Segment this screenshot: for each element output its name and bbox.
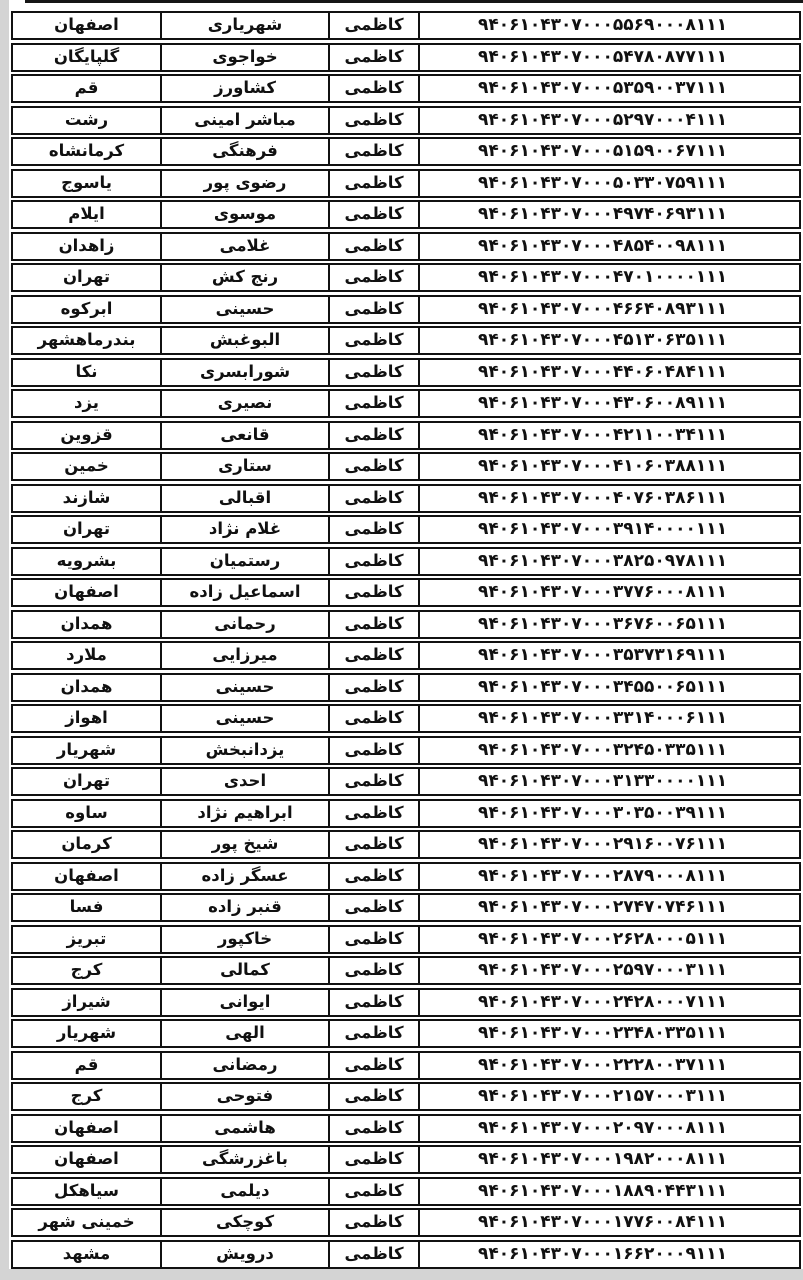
table-row bbox=[11, 421, 801, 450]
table-row bbox=[11, 1240, 801, 1269]
table-row bbox=[11, 736, 801, 765]
tracking-number-cell: ۹۴۰۶۱۰۴۳۰۷۰۰۰۳۱۳۳۰۰۰۰۱۱۱ bbox=[477, 771, 728, 791]
table-row bbox=[11, 1019, 801, 1048]
city-cell: شهریار bbox=[13, 1021, 162, 1046]
first-name-cell: کاظمی bbox=[330, 486, 420, 511]
first-name-cell: کاظمی bbox=[330, 549, 420, 574]
tracking-number-cell: ۹۴۰۶۱۰۴۳۰۷۰۰۰۳۳۱۴۰۰۰۶۱۱۱ bbox=[477, 708, 728, 728]
first-name-cell: کاظمی bbox=[330, 990, 420, 1015]
table-row bbox=[11, 515, 801, 544]
surname-cell: هاشمی bbox=[162, 1116, 330, 1141]
surname-cell: فتوحی bbox=[162, 1084, 330, 1109]
table-row bbox=[11, 1114, 801, 1143]
tracking-number-cell: ۹۴۰۶۱۰۴۳۰۷۰۰۰۴۱۰۶۰۳۸۸۱۱۱ bbox=[477, 456, 728, 476]
table-row bbox=[11, 1082, 801, 1111]
surname-cell: رضوی پور bbox=[162, 171, 330, 196]
tracking-number-cell: ۹۴۰۶۱۰۴۳۰۷۰۰۰۵۰۳۳۰۷۵۹۱۱۱ bbox=[477, 172, 728, 193]
surname-cell: اقبالی bbox=[162, 486, 330, 511]
table-row bbox=[11, 862, 801, 891]
city-cell: تهران bbox=[13, 769, 162, 794]
cutoff-row-border-line bbox=[25, 0, 803, 3]
surname-cell: کشاورز bbox=[162, 76, 330, 101]
surname-cell: حسینی bbox=[162, 706, 330, 731]
tracking-number-cell: ۹۴۰۶۱۰۴۳۰۷۰۰۰۴۵۱۳۰۶۳۵۱۱۱ bbox=[477, 330, 728, 350]
table-row bbox=[11, 767, 801, 796]
first-name-cell: کاظمی bbox=[330, 1210, 420, 1235]
table-row bbox=[11, 1208, 801, 1237]
tracking-number-cell: ۹۴۰۶۱۰۴۳۰۷۰۰۰۱۹۸۲۰۰۰۸۱۱۱ bbox=[477, 1149, 728, 1169]
city-cell: تهران bbox=[13, 517, 162, 542]
city-cell: اصفهان bbox=[13, 580, 162, 605]
first-name-cell: کاظمی bbox=[330, 171, 420, 196]
surname-cell: باغزرشگی bbox=[162, 1147, 330, 1172]
city-cell: گلپایگان bbox=[13, 45, 162, 70]
tracking-number-cell: ۹۴۰۶۱۰۴۳۰۷۰۰۰۲۸۷۹۰۰۰۸۱۱۱ bbox=[477, 865, 728, 886]
table-row bbox=[11, 389, 801, 418]
table-row bbox=[11, 673, 801, 702]
surname-cell: کمالی bbox=[162, 958, 330, 983]
surname-cell: رحمانی bbox=[162, 612, 330, 637]
table-row bbox=[11, 1145, 801, 1174]
first-name-cell: کاظمی bbox=[330, 612, 420, 637]
first-name-cell: کاظمی bbox=[330, 202, 420, 227]
tracking-number-cell: ۹۴۰۶۱۰۴۳۰۷۰۰۰۳۰۳۵۰۰۳۹۱۱۱ bbox=[477, 802, 728, 823]
tracking-number-cell: ۹۴۰۶۱۰۴۳۰۷۰۰۰۳۸۲۵۰۹۷۸۱۱۱ bbox=[477, 550, 728, 571]
first-name-cell: کاظمی bbox=[330, 328, 420, 353]
table-row bbox=[11, 11, 801, 40]
tracking-number-cell: ۹۴۰۶۱۰۴۳۰۷۰۰۰۲۱۵۷۰۰۰۳۱۱۱ bbox=[477, 1086, 728, 1106]
surname-cell: خواجوی bbox=[162, 45, 330, 70]
table-row bbox=[11, 547, 801, 576]
first-name-cell: کاظمی bbox=[330, 832, 420, 857]
city-cell: همدان bbox=[13, 675, 162, 700]
table-row bbox=[11, 106, 801, 135]
table-row bbox=[11, 295, 801, 324]
table-row bbox=[11, 43, 801, 72]
city-cell: شیراز bbox=[13, 990, 162, 1015]
table-row bbox=[11, 326, 801, 355]
city-cell: سیاهکل bbox=[13, 1179, 162, 1204]
tracking-number-cell: ۹۴۰۶۱۰۴۳۰۷۰۰۰۳۶۷۶۰۰۶۵۱۱۱ bbox=[477, 613, 728, 634]
first-name-cell: کاظمی bbox=[330, 45, 420, 70]
first-name-cell: کاظمی bbox=[330, 391, 420, 416]
city-cell: اصفهان bbox=[13, 1116, 162, 1141]
city-cell: بشرویه bbox=[13, 549, 162, 574]
city-cell: کرج bbox=[13, 1084, 162, 1109]
city-cell: تبریز bbox=[13, 927, 162, 952]
first-name-cell: کاظمی bbox=[330, 1021, 420, 1046]
first-name-cell: کاظمی bbox=[330, 1084, 420, 1109]
table-row bbox=[11, 74, 801, 103]
surname-cell: شهریاری bbox=[162, 13, 330, 38]
first-name-cell: کاظمی bbox=[330, 580, 420, 605]
city-cell: رشت bbox=[13, 108, 162, 133]
table-row bbox=[11, 641, 801, 670]
surname-cell: الهی bbox=[162, 1021, 330, 1046]
table-row bbox=[11, 200, 801, 229]
city-cell: اهواز bbox=[13, 706, 162, 731]
surname-cell: البوغبش bbox=[162, 328, 330, 353]
surname-cell: رمضانی bbox=[162, 1053, 330, 1078]
surname-cell: مباشر امینی bbox=[162, 108, 330, 133]
surname-cell: رنج کش bbox=[162, 265, 330, 290]
first-name-cell: کاظمی bbox=[330, 643, 420, 668]
table-row bbox=[11, 137, 801, 166]
city-cell: قم bbox=[13, 1053, 162, 1078]
tracking-number-cell: ۹۴۰۶۱۰۴۳۰۷۰۰۰۴۶۶۴۰۸۹۳۱۱۱ bbox=[477, 298, 728, 319]
records-table bbox=[11, 11, 801, 1269]
page-bottom-margin-strip bbox=[0, 1269, 803, 1280]
first-name-cell: کاظمی bbox=[330, 706, 420, 731]
city-cell: اصفهان bbox=[13, 13, 162, 38]
first-name-cell: کاظمی bbox=[330, 1116, 420, 1141]
tracking-number-cell: ۹۴۰۶۱۰۴۳۰۷۰۰۰۴۲۱۱۰۰۳۴۱۱۱ bbox=[477, 424, 728, 445]
first-name-cell: کاظمی bbox=[330, 108, 420, 133]
surname-cell: رستمیان bbox=[162, 549, 330, 574]
surname-cell: ابراهیم نژاد bbox=[162, 801, 330, 826]
table-row bbox=[11, 358, 801, 387]
first-name-cell: کاظمی bbox=[330, 13, 420, 38]
first-name-cell: کاظمی bbox=[330, 769, 420, 794]
surname-cell: عسگر زاده bbox=[162, 864, 330, 889]
city-cell: کرمانشاه bbox=[13, 139, 162, 164]
city-cell: اصفهان bbox=[13, 864, 162, 889]
tracking-number-cell: ۹۴۰۶۱۰۴۳۰۷۰۰۰۲۳۴۸۰۳۳۵۱۱۱ bbox=[477, 1023, 728, 1043]
tracking-number-cell: ۹۴۰۶۱۰۴۳۰۷۰۰۰۲۶۲۸۰۰۰۵۱۱۱ bbox=[477, 928, 728, 949]
table-row bbox=[11, 263, 801, 292]
surname-cell: احدی bbox=[162, 769, 330, 794]
city-cell: زاهدان bbox=[13, 234, 162, 259]
surname-cell: حسینی bbox=[162, 297, 330, 322]
first-name-cell: کاظمی bbox=[330, 1147, 420, 1172]
surname-cell: اسماعیل زاده bbox=[162, 580, 330, 605]
surname-cell: درویش bbox=[162, 1242, 330, 1267]
city-cell: شازند bbox=[13, 486, 162, 511]
table-row bbox=[11, 925, 801, 954]
city-cell: تهران bbox=[13, 265, 162, 290]
first-name-cell: کاظمی bbox=[330, 675, 420, 700]
tracking-number-cell: ۹۴۰۶۱۰۴۳۰۷۰۰۰۴۰۷۶۰۳۸۶۱۱۱ bbox=[477, 487, 728, 508]
table-row bbox=[11, 893, 801, 922]
tracking-number-cell: ۹۴۰۶۱۰۴۳۰۷۰۰۰۴۷۰۱۰۰۰۰۱۱۱ bbox=[477, 267, 728, 287]
tracking-number-cell: ۹۴۰۶۱۰۴۳۰۷۰۰۰۳۹۱۴۰۰۰۰۱۱۱ bbox=[477, 519, 728, 539]
first-name-cell: کاظمی bbox=[330, 360, 420, 385]
table-row bbox=[11, 232, 801, 261]
city-cell: نکا bbox=[13, 360, 162, 385]
tracking-number-cell: ۹۴۰۶۱۰۴۳۰۷۰۰۰۵۲۹۷۰۰۰۴۱۱۱ bbox=[477, 109, 728, 130]
first-name-cell: کاظمی bbox=[330, 76, 420, 101]
tracking-number-cell: ۹۴۰۶۱۰۴۳۰۷۰۰۰۳۲۴۵۰۳۳۵۱۱۱ bbox=[477, 739, 728, 760]
tracking-number-cell: ۹۴۰۶۱۰۴۳۰۷۰۰۰۱۸۸۹۰۴۴۳۱۱۱ bbox=[477, 1180, 728, 1201]
city-cell: خمین bbox=[13, 454, 162, 479]
first-name-cell: کاظمی bbox=[330, 864, 420, 889]
city-cell: ابرکوه bbox=[13, 297, 162, 322]
table-row bbox=[11, 988, 801, 1017]
table-row bbox=[11, 956, 801, 985]
surname-cell: حسینی bbox=[162, 675, 330, 700]
city-cell: قم bbox=[13, 76, 162, 101]
table-row bbox=[11, 484, 801, 513]
tracking-number-cell: ۹۴۰۶۱۰۴۳۰۷۰۰۰۳۷۷۶۰۰۰۸۱۱۱ bbox=[477, 582, 728, 602]
first-name-cell: کاظمی bbox=[330, 517, 420, 542]
first-name-cell: کاظمی bbox=[330, 1053, 420, 1078]
city-cell: کرج bbox=[13, 958, 162, 983]
table-row bbox=[11, 578, 801, 607]
first-name-cell: کاظمی bbox=[330, 1179, 420, 1204]
tracking-number-cell: ۹۴۰۶۱۰۴۳۰۷۰۰۰۲۵۹۷۰۰۰۳۱۱۱ bbox=[477, 960, 728, 980]
tracking-number-cell: ۹۴۰۶۱۰۴۳۰۷۰۰۰۳۵۳۷۳۱۶۹۱۱۱ bbox=[477, 645, 728, 665]
tracking-number-cell: ۹۴۰۶۱۰۴۳۰۷۰۰۰۲۹۱۶۰۰۷۶۱۱۱ bbox=[477, 834, 728, 854]
surname-cell: شورابسری bbox=[162, 360, 330, 385]
city-cell: کرمان bbox=[13, 832, 162, 857]
surname-cell: موسوی bbox=[162, 202, 330, 227]
surname-cell: غلامی bbox=[162, 234, 330, 259]
first-name-cell: کاظمی bbox=[330, 234, 420, 259]
surname-cell: کوچکی bbox=[162, 1210, 330, 1235]
city-cell: ایلام bbox=[13, 202, 162, 227]
city-cell: خمینی شهر bbox=[13, 1210, 162, 1235]
tracking-number-cell: ۹۴۰۶۱۰۴۳۰۷۰۰۰۵۵۶۹۰۰۰۸۱۱۱ bbox=[477, 15, 728, 35]
city-cell: ساوه bbox=[13, 801, 162, 826]
tracking-number-cell: ۹۴۰۶۱۰۴۳۰۷۰۰۰۵۴۷۸۰۸۷۷۱۱۱ bbox=[477, 46, 728, 67]
first-name-cell: کاظمی bbox=[330, 801, 420, 826]
tracking-number-cell: ۹۴۰۶۱۰۴۳۰۷۰۰۰۴۸۵۴۰۰۹۸۱۱۱ bbox=[477, 235, 728, 256]
tracking-number-cell: ۹۴۰۶۱۰۴۳۰۷۰۰۰۳۴۵۵۰۰۶۵۱۱۱ bbox=[477, 676, 728, 697]
surname-cell: قانعی bbox=[162, 423, 330, 448]
table-row bbox=[11, 1177, 801, 1206]
tracking-number-cell: ۹۴۰۶۱۰۴۳۰۷۰۰۰۵۳۵۹۰۰۳۷۱۱۱ bbox=[477, 78, 728, 98]
surname-cell: غلام نژاد bbox=[162, 517, 330, 542]
tracking-number-cell: ۹۴۰۶۱۰۴۳۰۷۰۰۰۲۴۲۸۰۰۰۷۱۱۱ bbox=[477, 991, 728, 1012]
city-cell: یزد bbox=[13, 391, 162, 416]
first-name-cell: کاظمی bbox=[330, 927, 420, 952]
tracking-number-cell: ۹۴۰۶۱۰۴۳۰۷۰۰۰۲۷۴۷۰۷۴۶۱۱۱ bbox=[477, 897, 728, 917]
city-cell: بندرماهشهر bbox=[13, 328, 162, 353]
tracking-number-cell: ۹۴۰۶۱۰۴۳۰۷۰۰۰۴۳۰۶۰۰۸۹۱۱۱ bbox=[477, 393, 728, 413]
first-name-cell: کاظمی bbox=[330, 1242, 420, 1267]
table-row bbox=[11, 799, 801, 828]
first-name-cell: کاظمی bbox=[330, 423, 420, 448]
surname-cell: شیخ پور bbox=[162, 832, 330, 857]
tracking-number-cell: ۹۴۰۶۱۰۴۳۰۷۰۰۰۲۲۲۸۰۰۳۷۱۱۱ bbox=[477, 1054, 728, 1075]
surname-cell: قنبر زاده bbox=[162, 895, 330, 920]
table-row bbox=[11, 610, 801, 639]
tracking-number-cell: ۹۴۰۶۱۰۴۳۰۷۰۰۰۱۷۷۶۰۰۸۴۱۱۱ bbox=[477, 1212, 728, 1232]
surname-cell: میرزایی bbox=[162, 643, 330, 668]
tracking-number-cell: ۹۴۰۶۱۰۴۳۰۷۰۰۰۴۹۷۴۰۶۹۳۱۱۱ bbox=[477, 204, 728, 224]
table-row bbox=[11, 452, 801, 481]
first-name-cell: کاظمی bbox=[330, 958, 420, 983]
table-row bbox=[11, 169, 801, 198]
tracking-number-cell: ۹۴۰۶۱۰۴۳۰۷۰۰۰۱۶۶۲۰۰۰۹۱۱۱ bbox=[477, 1243, 728, 1264]
table-row bbox=[11, 830, 801, 859]
city-cell: مشهد bbox=[13, 1242, 162, 1267]
first-name-cell: کاظمی bbox=[330, 454, 420, 479]
page-left-margin-strip bbox=[0, 0, 9, 1280]
city-cell: ملارد bbox=[13, 643, 162, 668]
surname-cell: ایوانی bbox=[162, 990, 330, 1015]
tracking-number-cell: ۹۴۰۶۱۰۴۳۰۷۰۰۰۵۱۵۹۰۰۶۷۱۱۱ bbox=[477, 141, 728, 161]
city-cell: فسا bbox=[13, 895, 162, 920]
city-cell: قزوین bbox=[13, 423, 162, 448]
city-cell: شهریار bbox=[13, 738, 162, 763]
surname-cell: فرهنگی bbox=[162, 139, 330, 164]
city-cell: همدان bbox=[13, 612, 162, 637]
table-row bbox=[11, 704, 801, 733]
tracking-number-cell: ۹۴۰۶۱۰۴۳۰۷۰۰۰۲۰۹۷۰۰۰۸۱۱۱ bbox=[477, 1117, 728, 1138]
city-cell: یاسوج bbox=[13, 171, 162, 196]
city-cell: اصفهان bbox=[13, 1147, 162, 1172]
surname-cell: ستاری bbox=[162, 454, 330, 479]
surname-cell: یزدانبخش bbox=[162, 738, 330, 763]
first-name-cell: کاظمی bbox=[330, 139, 420, 164]
first-name-cell: کاظمی bbox=[330, 738, 420, 763]
surname-cell: دیلمی bbox=[162, 1179, 330, 1204]
first-name-cell: کاظمی bbox=[330, 895, 420, 920]
first-name-cell: کاظمی bbox=[330, 297, 420, 322]
table-row bbox=[11, 1051, 801, 1080]
tracking-number-cell: ۹۴۰۶۱۰۴۳۰۷۰۰۰۴۴۰۶۰۴۸۴۱۱۱ bbox=[477, 361, 728, 382]
surname-cell: نصیری bbox=[162, 391, 330, 416]
surname-cell: خاکپور bbox=[162, 927, 330, 952]
first-name-cell: کاظمی bbox=[330, 265, 420, 290]
